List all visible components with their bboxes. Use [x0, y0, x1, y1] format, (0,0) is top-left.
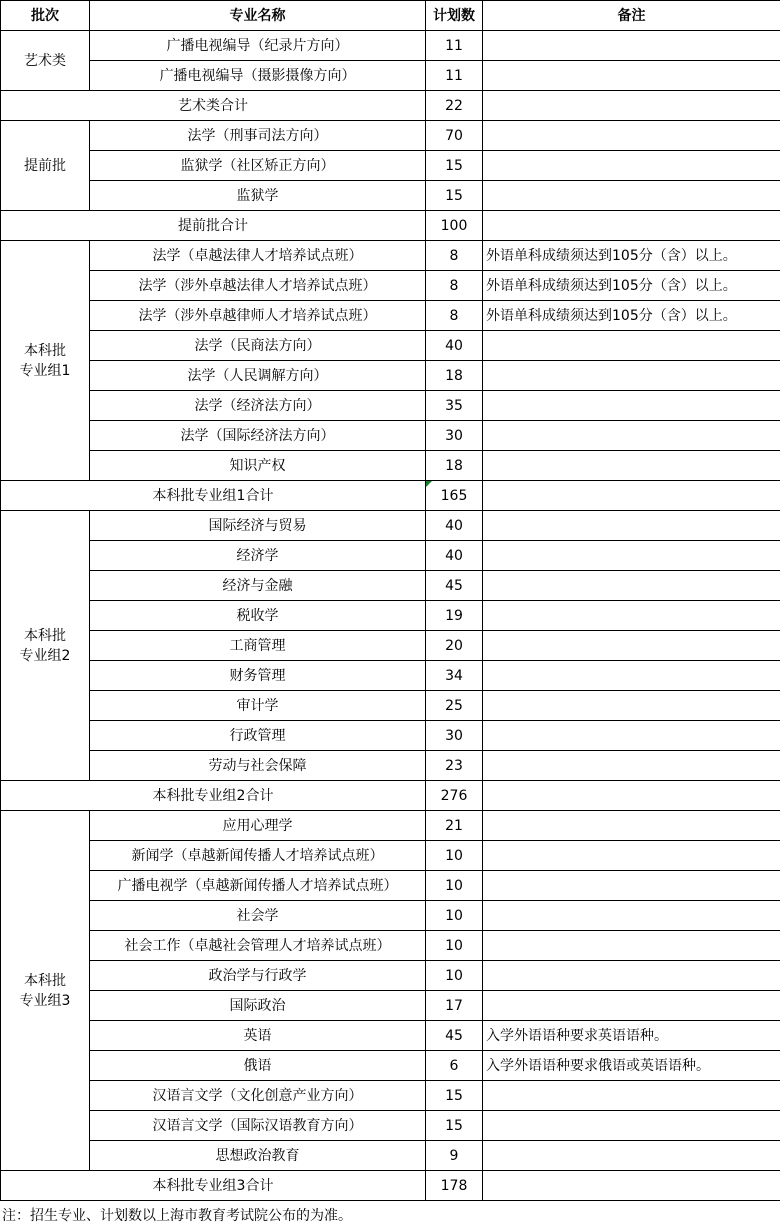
table-row	[1, 151, 780, 181]
plan-cell: 10	[426, 931, 483, 961]
header-note: 备注	[483, 1, 780, 31]
table-row	[1, 991, 780, 1021]
header-row	[1, 1, 780, 31]
note-cell	[483, 1111, 780, 1141]
major-cell: 广播电视编导（摄影摄像方向）	[90, 61, 426, 91]
subtotal-plan: 100	[426, 211, 483, 241]
subtotal-plan: 165	[426, 481, 483, 511]
plan-cell: 11	[426, 61, 483, 91]
subtotal-plan: 22	[426, 91, 483, 121]
subtotal-label: 艺术类合计	[1, 91, 426, 121]
note-cell	[483, 541, 780, 571]
major-cell: 工商管理	[90, 631, 426, 661]
plan-cell: 17	[426, 991, 483, 1021]
table-row	[1, 1021, 780, 1051]
note-cell	[483, 361, 780, 391]
table-row	[1, 841, 780, 871]
plan-cell: 25	[426, 691, 483, 721]
table-row	[1, 511, 780, 541]
note-cell	[483, 151, 780, 181]
note-cell: 外语单科成绩须达到105分（含）以上。	[483, 301, 780, 331]
note-cell	[483, 991, 780, 1021]
plan-cell: 34	[426, 661, 483, 691]
table-row	[1, 961, 780, 991]
major-cell: 俄语	[90, 1051, 426, 1081]
plan-cell: 35	[426, 391, 483, 421]
table-row	[1, 421, 780, 451]
plan-cell: 19	[426, 601, 483, 631]
note-cell	[483, 421, 780, 451]
major-cell: 新闻学（卓越新闻传播人才培养试点班）	[90, 841, 426, 871]
note-cell	[483, 1081, 780, 1111]
batch-cell: 本科批 专业组2	[1, 511, 90, 781]
table-row	[1, 661, 780, 691]
footnote: 注：招生专业、计划数以上海市教育考试院公布的为准。	[2, 1208, 352, 1224]
table-row	[1, 31, 780, 61]
plan-cell: 15	[426, 151, 483, 181]
major-cell: 行政管理	[90, 721, 426, 751]
plan-cell: 30	[426, 721, 483, 751]
note-cell: 入学外语语种要求英语语种。	[483, 1021, 780, 1051]
table-row	[1, 721, 780, 751]
table-row	[1, 691, 780, 721]
note-cell	[483, 61, 780, 91]
note-cell	[483, 451, 780, 481]
note-cell	[483, 901, 780, 931]
batch-cell: 提前批	[1, 121, 90, 211]
plan-cell: 8	[426, 301, 483, 331]
major-cell: 税收学	[90, 601, 426, 631]
subtotal-label: 本科批专业组2合计	[1, 781, 426, 811]
note-cell	[483, 961, 780, 991]
major-cell: 应用心理学	[90, 811, 426, 841]
table-row	[1, 181, 780, 211]
note-cell	[483, 871, 780, 901]
subtotal-note	[483, 1171, 780, 1201]
major-cell: 法学（经济法方向）	[90, 391, 426, 421]
plan-cell: 21	[426, 811, 483, 841]
plan-cell: 70	[426, 121, 483, 151]
plan-cell: 10	[426, 901, 483, 931]
note-cell	[483, 691, 780, 721]
subtotal-label: 本科批专业组1合计	[1, 481, 426, 511]
cell-error-indicator	[426, 481, 432, 487]
note-cell	[483, 181, 780, 211]
header-batch: 批次	[1, 1, 90, 31]
table-row	[1, 241, 780, 271]
major-cell: 社会学	[90, 901, 426, 931]
note-cell	[483, 931, 780, 961]
major-cell: 监狱学（社区矫正方向）	[90, 151, 426, 181]
subtotal-row	[1, 1171, 780, 1201]
table-row	[1, 751, 780, 781]
major-cell: 英语	[90, 1021, 426, 1051]
table-row	[1, 271, 780, 301]
major-cell: 国际政治	[90, 991, 426, 1021]
table-row	[1, 571, 780, 601]
plan-cell: 40	[426, 541, 483, 571]
major-cell: 劳动与社会保障	[90, 751, 426, 781]
plan-cell: 45	[426, 1021, 483, 1051]
table-row	[1, 301, 780, 331]
table-row	[1, 1111, 780, 1141]
major-cell: 经济与金融	[90, 571, 426, 601]
batch-cell: 本科批 专业组3	[1, 811, 90, 1171]
header-plan: 计划数	[426, 1, 483, 31]
note-cell: 外语单科成绩须达到105分（含）以上。	[483, 271, 780, 301]
table-row	[1, 121, 780, 151]
plan-cell: 45	[426, 571, 483, 601]
note-cell	[483, 601, 780, 631]
plan-cell: 40	[426, 511, 483, 541]
table-row	[1, 931, 780, 961]
plan-cell: 30	[426, 421, 483, 451]
note-cell: 入学外语语种要求俄语或英语语种。	[483, 1051, 780, 1081]
subtotal-row	[1, 781, 780, 811]
major-cell: 法学（国际经济法方向）	[90, 421, 426, 451]
table-row	[1, 811, 780, 841]
major-cell: 社会工作（卓越社会管理人才培养试点班）	[90, 931, 426, 961]
table-row	[1, 61, 780, 91]
major-cell: 汉语言文学（国际汉语教育方向）	[90, 1111, 426, 1141]
plan-cell: 10	[426, 961, 483, 991]
subtotal-label: 本科批专业组3合计	[1, 1171, 426, 1201]
plan-cell: 15	[426, 1081, 483, 1111]
plan-cell: 10	[426, 841, 483, 871]
note-cell	[483, 511, 780, 541]
major-cell: 财务管理	[90, 661, 426, 691]
plan-cell: 15	[426, 1111, 483, 1141]
table-row	[1, 901, 780, 931]
plan-cell: 11	[426, 31, 483, 61]
plan-cell: 10	[426, 871, 483, 901]
major-cell: 审计学	[90, 691, 426, 721]
batch-cell: 本科批 专业组1	[1, 241, 90, 481]
subtotal-note	[483, 781, 780, 811]
plan-cell: 8	[426, 241, 483, 271]
major-cell: 监狱学	[90, 181, 426, 211]
table-row	[1, 391, 780, 421]
table-row	[1, 361, 780, 391]
major-cell: 经济学	[90, 541, 426, 571]
major-cell: 法学（人民调解方向）	[90, 361, 426, 391]
subtotal-row	[1, 91, 780, 121]
subtotal-plan: 276	[426, 781, 483, 811]
plan-cell: 8	[426, 271, 483, 301]
plan-cell: 40	[426, 331, 483, 361]
table-row	[1, 871, 780, 901]
table-row	[1, 541, 780, 571]
batch-cell: 艺术类	[1, 31, 90, 91]
table-row	[1, 451, 780, 481]
major-cell: 思想政治教育	[90, 1141, 426, 1171]
note-cell	[483, 721, 780, 751]
subtotal-note	[483, 481, 780, 511]
table-row	[1, 1081, 780, 1111]
plan-cell: 6	[426, 1051, 483, 1081]
plan-cell: 9	[426, 1141, 483, 1171]
major-cell: 法学（涉外卓越律师人才培养试点班）	[90, 301, 426, 331]
table-row	[1, 331, 780, 361]
table-row	[1, 1141, 780, 1171]
note-cell	[483, 661, 780, 691]
subtotal-note	[483, 211, 780, 241]
major-cell: 广播电视学（卓越新闻传播人才培养试点班）	[90, 871, 426, 901]
table-row	[1, 601, 780, 631]
note-cell: 外语单科成绩须达到105分（含）以上。	[483, 241, 780, 271]
major-cell: 法学（刑事司法方向）	[90, 121, 426, 151]
note-cell	[483, 121, 780, 151]
plan-cell: 15	[426, 181, 483, 211]
note-cell	[483, 331, 780, 361]
note-cell	[483, 751, 780, 781]
subtotal-note	[483, 91, 780, 121]
subtotal-row	[1, 211, 780, 241]
major-cell: 法学（卓越法律人才培养试点班）	[90, 241, 426, 271]
major-cell: 汉语言文学（文化创意产业方向）	[90, 1081, 426, 1111]
note-cell	[483, 571, 780, 601]
subtotal-label: 提前批合计	[1, 211, 426, 241]
plan-cell: 20	[426, 631, 483, 661]
note-cell	[483, 811, 780, 841]
plan-cell: 18	[426, 451, 483, 481]
note-cell	[483, 31, 780, 61]
major-cell: 广播电视编导（纪录片方向）	[90, 31, 426, 61]
table-row	[1, 1051, 780, 1081]
plan-cell: 18	[426, 361, 483, 391]
subtotal-plan: 178	[426, 1171, 483, 1201]
note-cell	[483, 391, 780, 421]
subtotal-row	[1, 481, 780, 511]
table-row	[1, 631, 780, 661]
major-cell: 政治学与行政学	[90, 961, 426, 991]
major-cell: 国际经济与贸易	[90, 511, 426, 541]
major-cell: 法学（民商法方向）	[90, 331, 426, 361]
note-cell	[483, 631, 780, 661]
note-cell	[483, 841, 780, 871]
note-cell	[483, 1141, 780, 1171]
major-cell: 知识产权	[90, 451, 426, 481]
major-cell: 法学（涉外卓越法律人才培养试点班）	[90, 271, 426, 301]
header-major: 专业名称	[90, 1, 426, 31]
plan-cell: 23	[426, 751, 483, 781]
